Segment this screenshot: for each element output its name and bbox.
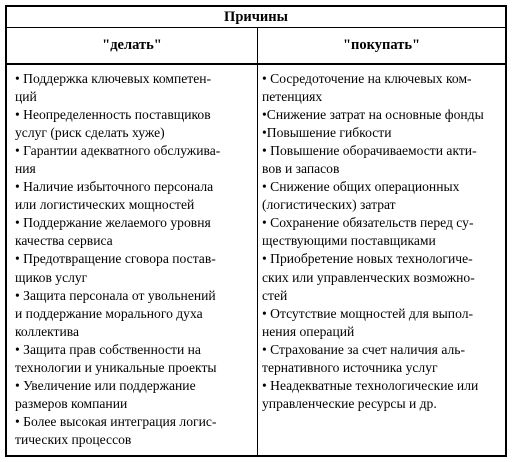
list-item [262, 250, 503, 304]
list-item [262, 214, 503, 250]
list-item-line: • Защита персонала от увольнений [15, 287, 216, 303]
list-item [15, 377, 255, 413]
list-item [262, 124, 503, 142]
list-item [15, 214, 255, 250]
list-item-line: ских или управленческих возможно- [262, 269, 475, 285]
list-item [262, 142, 503, 178]
list-item-line: тернативного источника услуг [262, 359, 438, 375]
list-item [15, 287, 255, 341]
list-item-line: коллектива [15, 323, 80, 339]
list-item-line: ществующими поставщиками [262, 233, 436, 249]
list-item-line: технологии и уникальные проекты [15, 359, 217, 375]
list-item-line: и поддержание морального духа [15, 305, 203, 321]
list-item [262, 178, 503, 214]
list-item [15, 178, 255, 214]
list-item [262, 377, 503, 413]
list-item-line: (логистических) затрат [262, 197, 396, 213]
list-item-line: щиков услуг [15, 269, 88, 285]
list-item [15, 250, 255, 286]
list-item-line: • Страхование за счет наличия аль- [262, 341, 465, 357]
list-item-line: качества сервиса [15, 233, 113, 249]
list-item-line: • Сосредоточение на ключевых ком- [262, 71, 472, 86]
make-column-header: "делать" [102, 37, 162, 53]
list-item-line: • Приобретение новых технологиче- [262, 251, 473, 267]
table-title: Причины [7, 7, 505, 28]
list-item-line: ций [15, 89, 37, 105]
list-item [15, 142, 255, 178]
list-item-line: • Предотвращение сговора постав- [15, 251, 216, 267]
list-item [262, 70, 503, 106]
column-divider [257, 28, 258, 455]
list-item-line: • Неопределенность поставщиков [15, 107, 211, 123]
list-item-line: • Гарантии адекватного обслужива- [15, 143, 221, 159]
buy-column-header: "покупать" [342, 37, 421, 53]
list-item-line: • Повышение оборачиваемости акти- [262, 143, 477, 159]
header-row [7, 28, 505, 65]
list-item-line: • Неадекватные технологические или [262, 377, 479, 393]
list-item-line: • Увеличение или поддержание [15, 377, 196, 393]
list-item-line: • Наличие избыточного персонала [15, 179, 214, 195]
list-item-line: или логистических мощностей [15, 197, 195, 213]
list-item-line: ния [15, 161, 36, 177]
list-item-line: петенциях [262, 89, 323, 105]
list-item-line: • Снижение общих операционных [262, 179, 460, 195]
list-item [15, 70, 255, 106]
list-item-line: • Отсутствие мощностей для выпол- [262, 305, 474, 321]
list-item [262, 341, 503, 377]
list-item [15, 341, 255, 377]
list-item-line: размеров компании [15, 395, 128, 411]
list-item-line: •Снижение затрат на основные фонды [262, 107, 484, 123]
list-item [262, 305, 503, 341]
list-item [15, 413, 255, 449]
list-item-line: нения операций [262, 323, 355, 339]
list-item-line: услуг (риск сделать хуже) [15, 125, 165, 141]
list-item-line: • Поддержка ключевых компетен- [15, 71, 212, 86]
list-item-line: • Защита прав собственности на [15, 341, 201, 357]
list-item-line: стей [262, 287, 288, 303]
make-reasons-list [15, 70, 255, 449]
list-item-line: • Сохранение обязательств перед су- [262, 215, 474, 231]
list-item [15, 106, 255, 142]
list-item-line: вов и запасов [262, 161, 340, 177]
list-item-line: управленческие ресурсы и др. [262, 395, 437, 411]
reasons-table [5, 5, 507, 457]
list-item-line: •Повышение гибкости [262, 125, 392, 141]
list-item-line: • Поддержание желаемого уровня [15, 215, 211, 231]
buy-reasons-list [262, 70, 503, 413]
list-item-line: тических процессов [15, 431, 132, 447]
list-item-line: • Более высокая интеграция логис- [15, 413, 217, 429]
list-item [262, 106, 503, 124]
